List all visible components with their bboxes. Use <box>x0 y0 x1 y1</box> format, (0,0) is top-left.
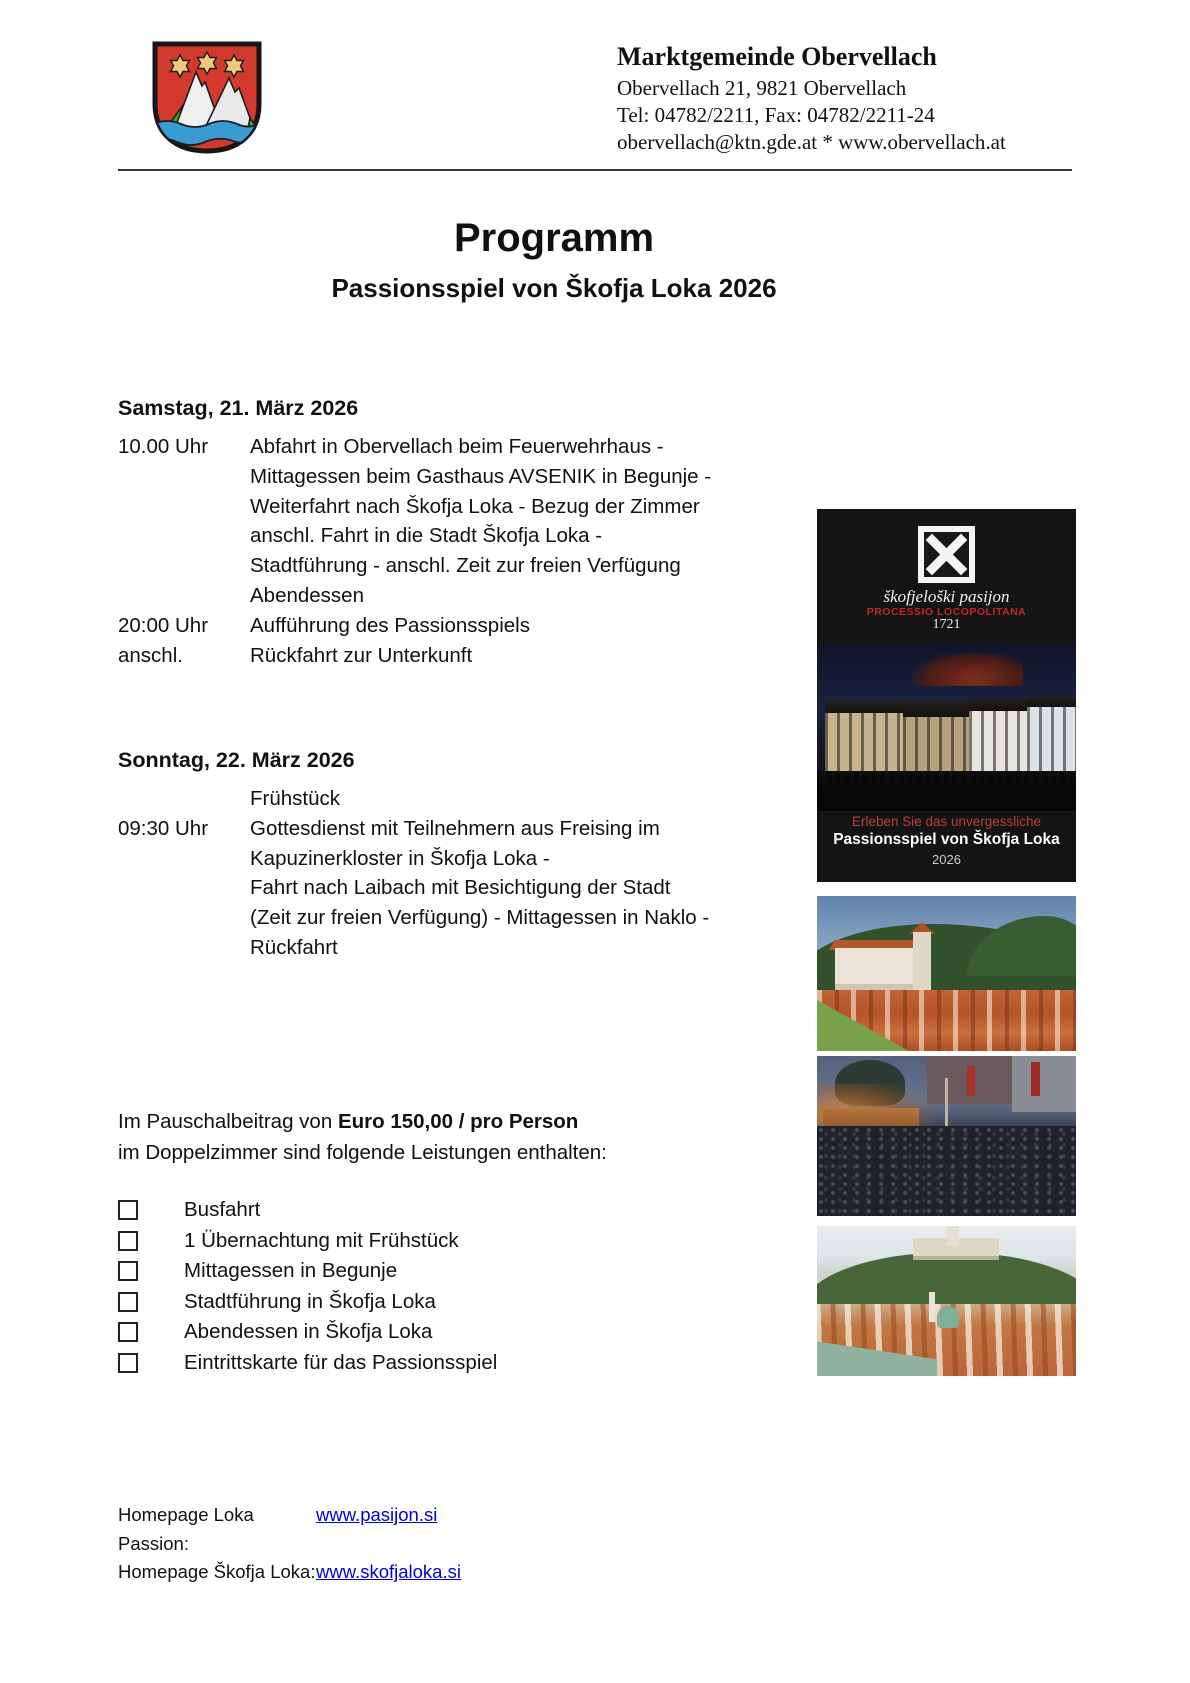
night-square-photo <box>817 644 1076 811</box>
schedule-sunday <box>118 748 778 963</box>
activity-cell: anschl. Fahrt in die Stadt Škofja Loka - <box>250 524 603 548</box>
page-title: Programm <box>453 216 655 260</box>
price-intro: Im Pauschalbeitrag von <box>118 1110 338 1133</box>
title-block <box>118 216 990 304</box>
checkbox-icon <box>118 1353 138 1373</box>
spectator-crowd <box>817 1126 1076 1216</box>
schedule-row <box>118 641 778 671</box>
poster-year-1721: 1721 <box>932 617 961 632</box>
schedule-row <box>118 551 778 581</box>
time-cell <box>118 784 250 814</box>
time-cell <box>118 933 250 963</box>
activity-cell: Abendessen <box>250 583 364 607</box>
activity-cell: Rückfahrt <box>250 935 338 959</box>
schedule-saturday <box>118 396 778 670</box>
building <box>903 701 969 773</box>
letterhead <box>617 42 1006 156</box>
time-cell <box>118 551 250 581</box>
list-item <box>118 1289 497 1320</box>
time-cell <box>118 462 250 492</box>
price-line-2: im Doppelzimmer sind folgende Leistungen enthalten: <box>118 1141 607 1164</box>
list-item-label: Mittagessen in Begunje <box>184 1259 398 1283</box>
price-amount: Euro 150,00 / pro Person <box>337 1110 579 1133</box>
link-label: Homepage Loka Passion: <box>118 1504 254 1554</box>
checkbox-icon <box>118 1261 138 1281</box>
activity-cell: Abfahrt in Obervellach beim Feuerwehrhaus - <box>250 435 664 458</box>
footer-row <box>118 1501 461 1558</box>
poster-tagline-year: 2026 <box>932 852 961 867</box>
schedule-row <box>118 844 778 874</box>
time-cell <box>118 521 250 551</box>
poster-script-title: škofjeloški pasijon <box>883 587 1010 606</box>
homepage-links <box>118 1501 461 1587</box>
time-cell <box>118 844 250 874</box>
time-cell <box>118 581 250 611</box>
list-item <box>118 1350 497 1381</box>
list-item <box>118 1319 497 1350</box>
activity-cell: Aufführung des Passionsspiels <box>250 613 530 637</box>
forest-hill <box>967 916 1076 976</box>
pasijon-logo-icon <box>817 526 1076 588</box>
included-services-list <box>118 1197 497 1381</box>
activity-cell: Frühstück <box>250 787 340 810</box>
activity-cell: Kapuzinerkloster in Škofja Loka - <box>250 846 550 870</box>
time-cell <box>118 903 250 933</box>
skofjaloka-link[interactable]: www.skofjaloka.si <box>316 1561 461 1582</box>
castle-glow <box>913 652 1023 686</box>
building <box>1027 697 1076 773</box>
checkbox-icon <box>118 1292 138 1312</box>
skofja-loka-castle-photo <box>817 896 1076 1051</box>
list-item <box>118 1258 497 1289</box>
header-divider <box>118 169 1072 171</box>
poster-tagline-2: Passionsspiel von Škofja Loka <box>833 831 1060 848</box>
activity-cell: Gottesdienst mit Teilnehmern aus Freising im <box>250 816 660 840</box>
list-item-label: Busfahrt <box>184 1198 261 1221</box>
castle-tower <box>913 932 931 990</box>
org-email-web: obervellach@ktn.gde.at * www.obervellach.at <box>617 130 1006 154</box>
link-label: Homepage Škofja Loka: <box>118 1561 316 1582</box>
pasijon-link[interactable]: www.pasijon.si <box>316 1504 438 1525</box>
schedule-row <box>118 492 778 522</box>
org-phone-fax: Tel: 04782/2211, Fax: 04782/2211-24 <box>617 103 935 127</box>
schedule-row <box>118 581 778 611</box>
list-item <box>118 1197 497 1228</box>
castle-wall <box>835 948 919 990</box>
spectator-crowd <box>817 771 1076 811</box>
org-name: Marktgemeinde Obervellach <box>617 42 937 71</box>
sunday-heading: Sonntag, 22. März 2026 <box>118 748 355 772</box>
church-spire <box>929 1292 935 1322</box>
time-cell <box>118 873 250 903</box>
building <box>825 701 903 773</box>
schedule-row <box>118 814 778 844</box>
saturday-heading: Samstag, 21. März 2026 <box>118 396 359 420</box>
time-cell: anschl. <box>118 643 183 667</box>
checkbox-icon <box>118 1322 138 1342</box>
page-subtitle: Passionsspiel von Škofja Loka 2026 <box>331 273 777 303</box>
poster-latin-title: PROCESSIO LOCOPOLITANA <box>866 606 1027 618</box>
list-item-label: Eintrittskarte für das Passionsspiel <box>184 1350 498 1374</box>
schedule-row <box>118 873 778 903</box>
footer-row <box>118 1558 461 1587</box>
time-cell: 10.00 Uhr <box>118 435 209 458</box>
list-item-label: 1 Übernachtung mit Frühstück <box>184 1228 459 1252</box>
checkbox-icon <box>118 1200 138 1220</box>
schedule-row <box>118 462 778 492</box>
red-banner <box>967 1066 975 1096</box>
activity-cell: Mittagessen beim Gasthaus AVSENIK in Begunje - <box>250 464 712 488</box>
castle-tower <box>947 1226 959 1246</box>
passion-play-poster-image <box>817 509 1076 882</box>
checkbox-icon <box>118 1231 138 1251</box>
schedule-row <box>118 611 778 641</box>
list-item-label: Stadtführung in Škofja Loka <box>184 1289 436 1313</box>
activity-cell: Weiterfahrt nach Škofja Loka - Bezug der Zimmer <box>250 494 700 518</box>
church-green-dome <box>937 1306 959 1328</box>
schedule-row <box>118 933 778 963</box>
activity-cell: Stadtführung - anschl. Zeit zur freien Verfügung <box>250 554 681 578</box>
price-line-1 <box>118 1106 607 1137</box>
building <box>1012 1056 1076 1112</box>
list-item <box>118 1228 497 1259</box>
building <box>969 699 1027 773</box>
time-cell <box>118 492 250 522</box>
time-cell: 09:30 Uhr <box>118 816 209 840</box>
activity-cell: Fahrt nach Laibach mit Besichtigung der Stadt <box>250 876 671 900</box>
red-banner <box>1031 1062 1040 1096</box>
schedule-row <box>118 903 778 933</box>
org-address: Obervellach 21, 9821 Obervellach <box>617 76 907 100</box>
poster-tagline-1: Erleben Sie das unvergessliche <box>851 814 1042 829</box>
activity-cell: (Zeit zur freien Verfügung) - Mittagessen in Naklo - <box>250 906 710 930</box>
schedule-row <box>118 521 778 551</box>
passion-play-crowd-photo <box>817 1056 1076 1216</box>
schedule-row <box>118 784 778 814</box>
list-item-label: Abendessen in Škofja Loka <box>184 1320 433 1344</box>
obervellach-coat-of-arms <box>147 38 267 158</box>
ljubljana-city-photo <box>817 1226 1076 1376</box>
schedule-row <box>118 432 778 462</box>
time-cell: 20:00 Uhr <box>118 613 209 637</box>
activity-cell: Rückfahrt zur Unterkunft <box>250 643 473 667</box>
price-paragraph <box>118 1106 607 1168</box>
